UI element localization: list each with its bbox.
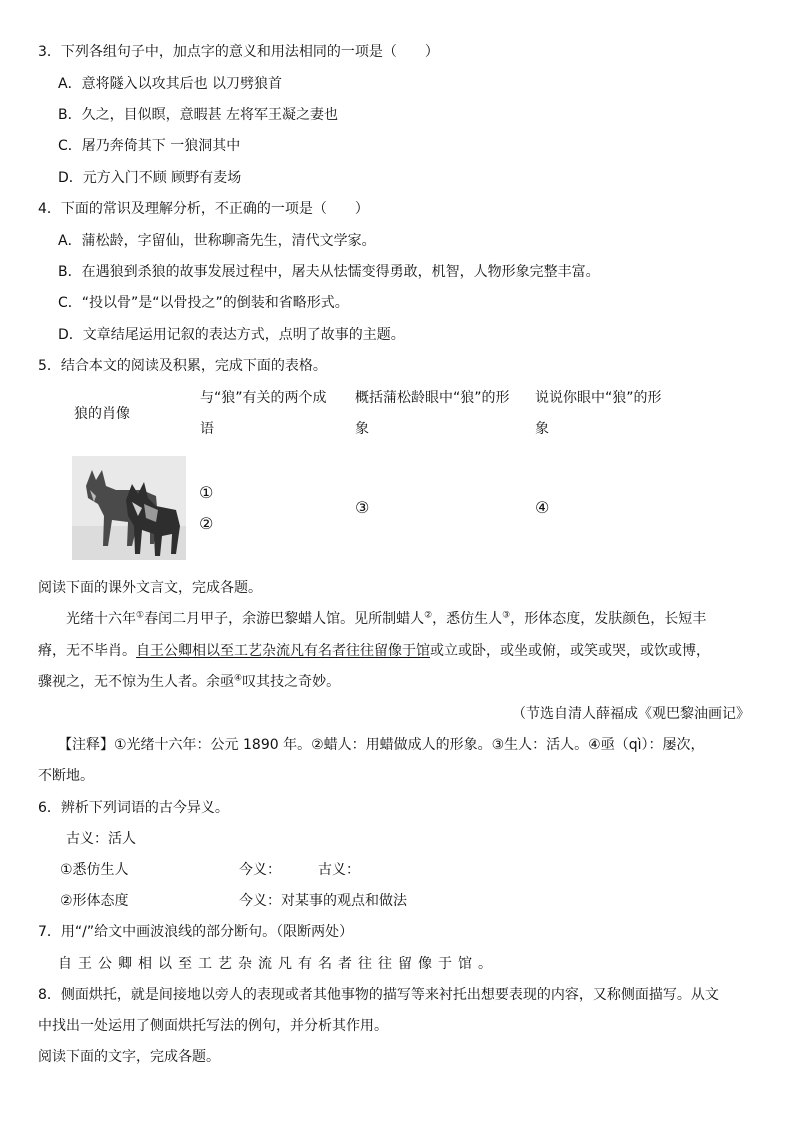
- q4-option-b: B．在遇狼到杀狼的故事发展过程中，屠夫从怯懦变得勇敢，机智，人物形象完整丰富。: [58, 264, 600, 280]
- table-header-portrait: 狼的肖像: [74, 406, 130, 422]
- q4-option-c: C．“投以骨”是“以骨投之”的倒装和省略形式。: [58, 295, 349, 311]
- passage-line-3: 骤视之，无不惊为生人者。余亟④叹其技之奇妙。: [38, 673, 341, 690]
- q3-option-b: B．久之，目似瞑，意暇甚 左将军王凝之妻也: [58, 107, 339, 123]
- blank-2: ②: [199, 514, 214, 533]
- q7-sentence: 自王公卿相以至工艺杂流凡有名者往往留像于馆。: [58, 956, 498, 972]
- table-header-idioms-1: 与“狼”有关的两个成: [200, 390, 327, 406]
- q6-stem: 6．辨析下列词语的古今异义。: [38, 800, 229, 816]
- reading-intro: 阅读下面的课外文言文，完成各题。: [38, 580, 262, 596]
- q5-stem: 5．结合本文的阅读及积累，完成下面的表格。: [38, 358, 327, 374]
- q8-line-1: 8．侧面烘托，就是间接地以旁人的表现或者其他事物的描写等来衬托出想要表现的内容，又称侧面描写。从文: [38, 987, 719, 1003]
- table-header-your-wolf-2: 象: [535, 421, 549, 437]
- q3-option-a: A．意将隧入以攻其后也 以刀劈狼首: [58, 76, 283, 92]
- wavy-underlined-sentence: 自王公卿相以至工艺杂流凡有名者往往留像于馆: [136, 643, 430, 659]
- wolf-portrait-image: [72, 456, 186, 560]
- q6-row1-word: ①悉仿生人: [60, 862, 129, 878]
- q4-option-a: A．蒲松龄，字留仙，世称聊斋先生，清代文学家。: [58, 233, 376, 249]
- table-header-pu-wolf-1: 概括蒲松龄眼中“狼”的形: [355, 390, 510, 406]
- note-ref-4: ④: [234, 673, 243, 684]
- notes-line-2: 不断地。: [38, 768, 94, 784]
- passage-line-2: 瘠，无不毕肖。自王公卿相以至工艺杂流凡有名者往往留像于馆或立或卧，或坐或俯，或笑或哭，或饮或博，: [38, 643, 710, 659]
- note-ref-1: ①: [136, 610, 145, 621]
- q8-line-2: 中找出一处运用了侧面烘托写法的例句，并分析其作用。: [38, 1018, 388, 1034]
- note-ref-2: ②: [424, 610, 433, 621]
- blank-1: ①: [199, 483, 214, 502]
- q6-row2-word: ②形体态度: [60, 893, 129, 909]
- closing-instruction: 阅读下面的文字，完成各题。: [38, 1049, 220, 1065]
- q7-stem: 7．用“/”给文中画波浪线的部分断句。（限断两处）: [38, 924, 354, 940]
- q3-option-d: D．元方入门不顾 顾野有麦场: [58, 170, 242, 186]
- q4-stem: 4．下面的常识及理解分析，不正确的一项是（ ）: [38, 201, 369, 217]
- q6-row1-jinyi: 今义：: [239, 862, 281, 878]
- q6-row1-guyi: 古义：: [318, 862, 360, 878]
- table-header-pu-wolf-2: 象: [355, 421, 369, 437]
- q6-row2-jinyi: 今义：对某事的观点和做法: [239, 893, 407, 909]
- blank-4: ④: [535, 498, 550, 517]
- blank-3: ③: [355, 498, 370, 517]
- q4-option-d: D．文章结尾运用记叙的表达方式，点明了故事的主题。: [58, 327, 405, 343]
- table-header-your-wolf-1: 说说你眼中“狼”的形: [535, 390, 662, 406]
- passage-line-1: 光绪十六年①春闰二月甲子，余游巴黎蜡人馆。见所制蜡人②，悉仿生人③，形体态度，发肤颜色，长短丰: [66, 610, 707, 627]
- q3-option-c: C．屠乃奔倚其下 一狼洞其中: [58, 138, 241, 154]
- note-ref-3: ③: [502, 610, 511, 621]
- q3-stem: 3．下列各组句子中，加点字的意义和用法相同的一项是（ ）: [38, 44, 439, 60]
- passage-source: （节选自清人薛福成《观巴黎油画记》: [512, 706, 750, 722]
- notes-line-1: 【注释】①光绪十六年：公元 1890 年。②蜡人：用蜡做成人的形象。③生人：活人。④亟（qì）：屡次，: [58, 737, 705, 753]
- q6-row0: 古义：活人: [66, 831, 136, 847]
- table-header-idioms-2: 语: [200, 421, 214, 437]
